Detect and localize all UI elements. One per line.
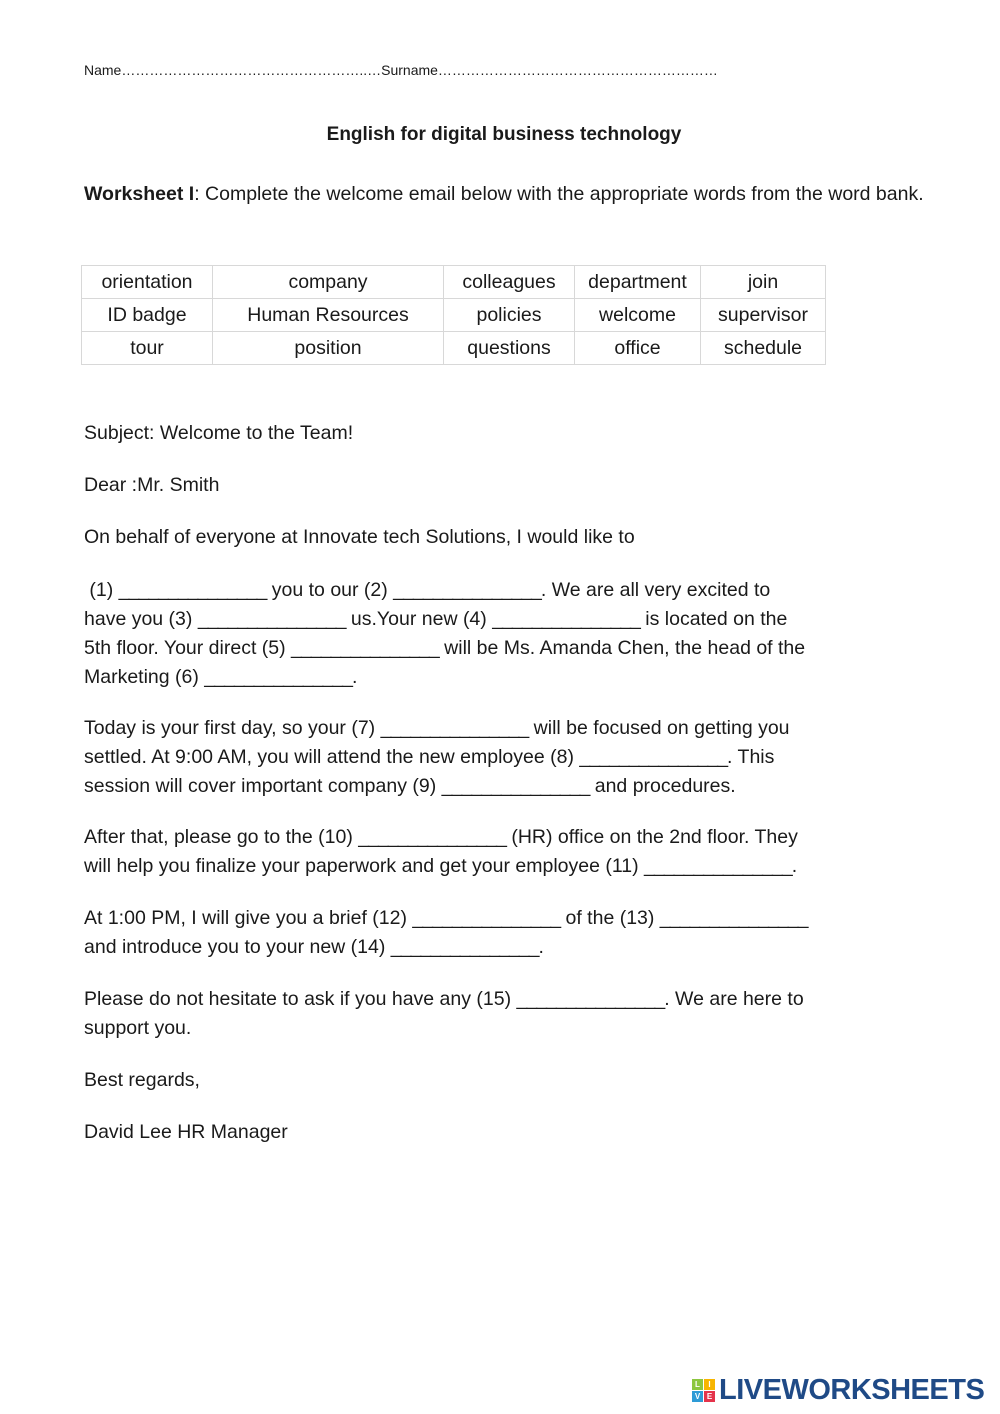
email-text: Best regards, <box>84 1069 200 1091</box>
word-bank-word: company <box>213 266 444 299</box>
email-text: will be focused on getting you <box>528 717 790 739</box>
email-line <box>84 523 635 552</box>
answer-blank[interactable]: _______________ <box>516 988 665 1010</box>
word-bank-word: Human Resources <box>213 299 444 332</box>
instructions <box>84 180 934 209</box>
email-line <box>84 1014 804 1043</box>
email-line <box>84 823 798 852</box>
email-line <box>84 1118 288 1147</box>
worksheet-label: Worksheet I <box>84 183 195 205</box>
worksheet-title: English for digital business technology <box>326 124 682 145</box>
email-text: . This <box>727 746 775 768</box>
word-bank-word: welcome <box>575 299 701 332</box>
email-text: is located on the <box>639 608 788 630</box>
email-paragraph <box>84 823 798 881</box>
email-line <box>84 714 790 743</box>
word-bank-word: colleagues <box>444 266 575 299</box>
email-text: . <box>791 855 798 877</box>
email-paragraph <box>84 576 805 692</box>
email-text: us.Your new (4) <box>345 608 493 630</box>
email-line <box>84 576 805 605</box>
email-line <box>84 985 804 1014</box>
email-text: Dear :Mr. Smith <box>84 474 220 496</box>
email-line <box>84 471 219 500</box>
email-text: After that, please go to the (10) <box>84 826 359 848</box>
email-text: settled. At 9:00 AM, you will attend the new employee (8) <box>84 746 580 768</box>
email-paragraph <box>84 471 219 500</box>
word-bank-word: ID badge <box>82 299 213 332</box>
word-bank-word: schedule <box>701 332 826 365</box>
email-text: At 1:00 PM, I will give you a brief (12) <box>84 907 413 929</box>
email-paragraph <box>84 419 353 448</box>
logo-letter-tile: E <box>704 1391 715 1402</box>
logo-letter-tile: I <box>704 1379 715 1390</box>
email-text: will help you finalize your paperwork and get your employee (11) <box>84 855 645 877</box>
email-text: Please do not hesitate to ask if you have any (15) <box>84 988 517 1010</box>
word-bank-word: join <box>701 266 826 299</box>
word-bank-word: orientation <box>82 266 213 299</box>
answer-blank[interactable]: _______________ <box>659 907 808 929</box>
email-text: of the (13) <box>560 907 660 929</box>
email-line <box>84 419 353 448</box>
answer-blank[interactable]: _______________ <box>197 608 346 630</box>
email-paragraph <box>84 1118 288 1147</box>
email-text: Today is your first day, so your (7) <box>84 717 381 739</box>
email-line <box>84 852 798 881</box>
answer-blank[interactable]: _______________ <box>358 826 506 848</box>
word-bank-word: office <box>575 332 701 365</box>
answer-blank[interactable]: _______________ <box>380 717 529 739</box>
email-text: Marketing (6) <box>84 666 205 688</box>
word-bank-word: questions <box>444 332 575 365</box>
answer-blank[interactable]: _______________ <box>412 907 561 929</box>
email-text: On behalf of everyone at Innovate tech Solutions, I would like to <box>84 526 635 548</box>
logo-icon <box>692 1379 715 1402</box>
answer-blank[interactable]: _______________ <box>644 855 792 877</box>
email-paragraph <box>84 523 635 552</box>
word-bank-row <box>82 266 826 299</box>
email-text: will be Ms. Amanda Chen, the head of the <box>438 637 806 659</box>
email-line <box>84 634 805 663</box>
liveworksheets-logo <box>692 1374 984 1407</box>
logo-letter-tile: V <box>692 1391 703 1402</box>
name-surname-field: Name……………………………………………..…Surname…………………………………………………… <box>84 62 718 78</box>
email-text: 5th floor. Your direct (5) <box>84 637 292 659</box>
email-text: session will cover important company (9) <box>84 775 442 797</box>
email-text: and introduce you to your new (14) <box>84 936 391 958</box>
email-paragraph <box>84 1066 200 1095</box>
email-text: Subject: Welcome to the Team! <box>84 422 354 444</box>
email-paragraph <box>84 904 807 962</box>
word-bank-word: department <box>575 266 701 299</box>
word-bank-word: supervisor <box>701 299 826 332</box>
email-text: . We are here to <box>664 988 804 1010</box>
word-bank-table <box>81 265 826 365</box>
email-line <box>84 1066 200 1095</box>
email-text: David Lee HR Manager <box>84 1121 288 1143</box>
logo-letter-tile: L <box>692 1379 703 1390</box>
email-text: support you. <box>84 1017 192 1039</box>
email-text: and procedures. <box>589 775 736 797</box>
logo-text: LIVEWORKSHEETS <box>719 1374 985 1406</box>
instructions-text: : Complete the welcome email below with the appropriate words from the word bank. <box>194 183 924 205</box>
answer-blank[interactable]: _______________ <box>393 579 541 601</box>
email-text: . <box>538 936 544 958</box>
answer-blank[interactable]: _______________ <box>579 746 728 768</box>
email-text: (1) <box>84 579 119 601</box>
email-line <box>84 933 807 962</box>
answer-blank[interactable]: _______________ <box>492 608 640 630</box>
email-line <box>84 743 790 772</box>
email-text: . <box>351 666 358 688</box>
email-text: have you (3) <box>84 608 198 630</box>
word-bank-word: position <box>213 332 444 365</box>
answer-blank[interactable]: _______________ <box>204 666 352 688</box>
word-bank-word: tour <box>82 332 213 365</box>
word-bank-row <box>82 299 826 332</box>
email-text: . We are all very excited to <box>540 579 771 601</box>
email-line <box>84 605 805 634</box>
answer-blank[interactable]: _______________ <box>441 775 590 797</box>
answer-blank[interactable]: _______________ <box>390 936 539 958</box>
email-text: you to our (2) <box>266 579 394 601</box>
email-paragraph <box>84 714 790 801</box>
email-text: (HR) office on the 2nd floor. They <box>505 826 798 848</box>
email-line <box>84 904 807 933</box>
answer-blank[interactable]: _______________ <box>291 637 439 659</box>
word-bank-row <box>82 332 826 365</box>
email-line <box>84 772 790 801</box>
word-bank-word: policies <box>444 299 575 332</box>
email-line <box>84 663 805 692</box>
email-paragraph <box>84 985 804 1043</box>
answer-blank[interactable]: _______________ <box>118 579 267 601</box>
